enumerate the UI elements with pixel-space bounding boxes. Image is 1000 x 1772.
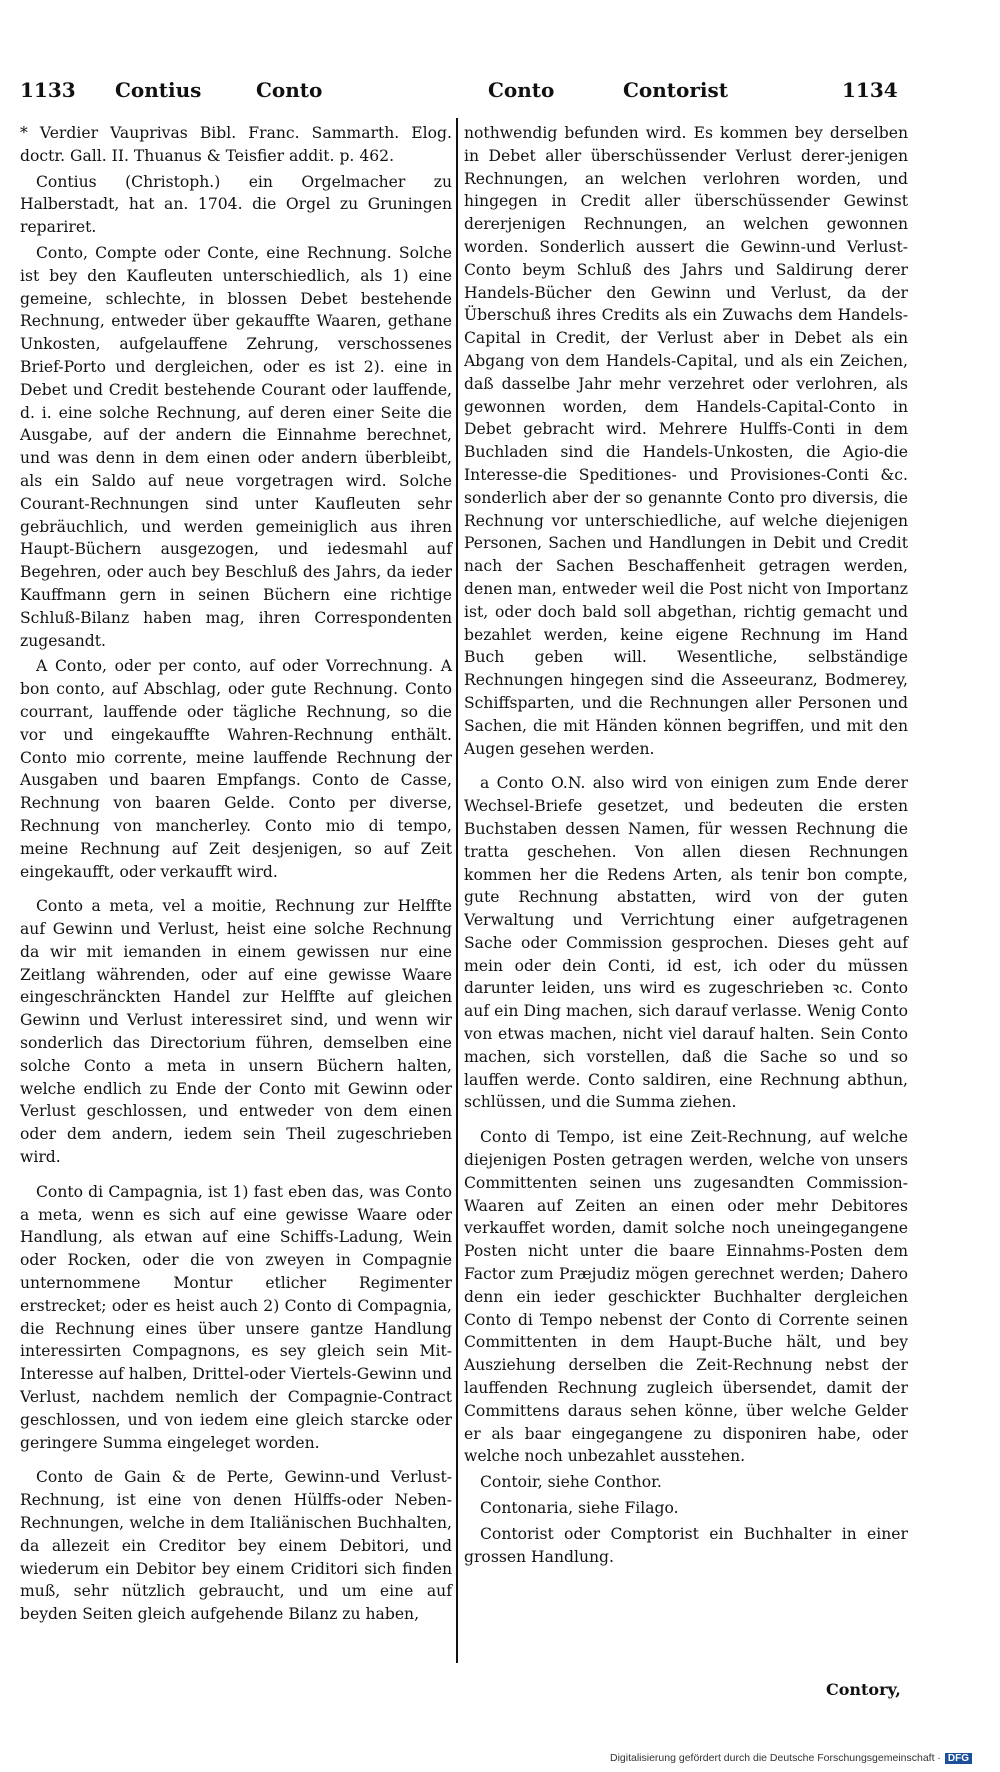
entry-conto-a-meta: Conto a meta, vel a moitie, Rechnung zur Helffte auf Gewinn und Verlust, heist eine solche Rechnung da wir mit iemanden in einem gewissen nur eine Zeitlang währenden, oder auf eine gewisse Waare eingeschränckten Handel zur Helffte auf gleichen Gewinn und Verlust interessiret sind, und wenn wir sonderlich das Directorium führen, demselben eine solche Conto a meta in unsern Büchern halten, welche endlich zu Ende der Conto mit Gewinn oder Verlust geschlossen, und entweder von dem einen oder dem andern, iedem sein Theil zugeschrieben wird. <box>20 897 452 1167</box>
running-header <box>20 78 900 112</box>
entry-a-conto: A Conto, oder per conto, auf oder Vorrechnung. A bon conto, auf Abschlag, oder gute Rechnung. Conto courrant, lauffende oder tägliche Rechnung, so die vor und eingekauffte Wahren-Rechnung enthält. Conto mio corrente, meine lauffende Rechnung der Ausgaben und baaren Empfangs. Conto de Casse, Rechnung von baaren Gelde. Conto per diverse, Rechnung von mancherley. Conto mio di tempo, meine Rechnung auf Zeit desjenigen, so auf Zeit eingekaufft, oder verkaufft wird. <box>20 657 452 881</box>
entry-conto-di-campagnia: Conto di Campagnia, ist 1) fast eben das, was Conto a meta, wenn es sich auf eine gewisse Waare oder Handlung, als etwan auf eine Schiffs-Ladung, Wein oder Rocken, oder die von zweyen in Compagnie unternommene Montur etlicher Regimenter erstrecket; oder es heist auch 2) Conto di Compagnia, die Rechnung eines über unsere gantze Handlung interessirten Compagnons, es sey gleich sein Mit-Interesse auf halben, Drittel-oder Viertels-Gewinn und Verlust, nachdem nemlich der Compagnie-Contract geschlossen, und von iedem eine gleich starcke oder geringere Summa eingeleget worden. <box>20 1182 452 1452</box>
page-number-left: 1133 <box>20 78 76 102</box>
dfg-logo: DFG <box>945 1753 972 1764</box>
left-column <box>20 122 452 1629</box>
entry-contius: Contius (Christoph.) ein Orgelmacher zu Halberstadt, hat an. 1704. die Orgel zu Gruningen repariret. <box>20 172 452 237</box>
entry-a-conto-on: a Conto O.N. also wird von einigen zum Ende derer Wechsel-Briefe gesetzet, und bedeuten die ersten Buchstaben dessen Namen, für wessen Rechnung die tratta geschehen. Von allen diesen Rechnungen kommen her die Redens Arten, als tenir bon compte, gute Rechnung abstatten, wird von der guten Verwaltung und Verrichtung einer aufgetragenen Sache oder Commission gesprochen. Dieses geht auf mein oder dein Conti, id est, ich oder du müssen darunter leiden, uns wird es zugeschrieben ꝛc. Conto auf ein Ding machen, sich darauf verlasse. Wenig Conto von etwas machen, nicht viel darauf halten. Sein Conto machen, sich vorstellen, daß die Sache so und so lauffen werde. Conto saldiren, eine Rechnung abthun, schlüssen, und die Summa ziehen. <box>464 774 908 1112</box>
entry-continuation: nothwendig befunden wird. Es kommen bey derselben in Debet aller überschüssender Verlust derer-jenigen Rechnungen, an welchen verlohren worden, und hingegen in Credit aller überschüssender Gewinst dererjenigen Rechnungen, an welchen gewonnen worden. Sonderlich aussert die Gewinn-und Verlust-Conto beym Schluß des Jahrs und Saldirung derer Handels-Bücher den Gewinn und Verlust, da der Überschuß ihres Credits als ein Zuwachs dem Handels-Capital in Credit, der Verlust aber in Debet als ein Abgang von dem Handels-Capital, und als ein Zeichen, daß dasselbe Jahr mehr verzehret oder verlohren, als gewonnen worden, dem Handels-Capital-Conto in Debet gebracht wird. Mehrere Hulffs-Conti in dem Buchladen sind die Handels-Unkosten, die Agio-die Interesse-die Speditiones- und Provisiones-Conti &c. sonderlich aber der so genannte Conto pro diversis, die Rechnung vor unterschiedliche, auf welche diejenigen Personen, Sachen und Handlungen in Debit und Credit nach der Sachen Beschaffenheit getragen werden, denen man, entweder weil die Post nicht von Importanz ist, oder doch bald soll abgethan, richtig gemacht und bezahlet werden, keine eigene Rechnung im Hand Buch geben will. Wesentliche, selbständige Rechnungen hingegen sind die Asseeuranz, Bodmerey, Schiffsparten, und die Rechnungen aller Personen und Sachen, die mit Händen können begriffen, und mit den Augen gesehen werden. <box>464 124 908 758</box>
entry-contonaria: Contonaria, siehe Filago. <box>480 1499 679 1518</box>
header-left-word-2: Conto <box>256 78 323 102</box>
header-right-word-2: Contorist <box>623 78 729 102</box>
entry-conto-de-gain: Conto de Gain & de Perte, Gewinn-und Verlust-Rechnung, ist eine von denen Hülffs-oder Neben-Rechnungen, welche in dem Italiänischen Buchhalten, da allezeit ein Creditor bey einem Debitori, und wiederum ein Debitor bey einem Criditori sich finden muß, sehr nützlich gebraucht, und um eine auf beyden Seiten gleich aufgehende Bilanz zu haben, <box>20 1468 452 1624</box>
header-left-word-1: Contius <box>115 78 202 102</box>
entry-contorist: Contorist oder Comptorist ein Buchhalter in einer grossen Handlung. <box>464 1524 908 1566</box>
column-divider <box>456 118 458 1663</box>
entry-conto: Conto, Compte oder Conte, eine Rechnung. Solche ist bey den Kaufleuten unterschiedlich, als 1) eine gemeine, schlechte, in blossen Debet bestehende Rechnung, entweder über gekauffte Waaren, gethane Unkosten, aufgelauffene Zehrung, verschossenes Brief-Porto und dergleichen, oder es ist 2). eine in Debet und Credit bestehende Courant oder lauffende, d. i. eine solche Rechnung, auf deren einer Seite die Ausgabe, auf der andern die Einnahme berechnet, und was denn in dem einen oder andern überbleibt, als ein Saldo auf neue vorgetragen wird. Solche Courant-Rechnungen sind unter Kaufleuten sehr gebräuchlich, und werden gemeiniglich aus ihren Haupt-Büchern ausgezogen, und iedesmahl auf Begehren, oder auch bey Beschluß des Jahrs, da ieder Kauffmann gern in seinen Büchern eine richtige Schluß-Bilanz haben mag, ihren Correspondenten zugesandt. <box>20 243 452 650</box>
entry-conto-di-tempo: Conto di Tempo, ist eine Zeit-Rechnung, auf welche diejenigen Posten getragen werden, welche von unsers Committenten seinen uns zugesandten Commission-Waaren auf Zeiten an einen oder mehr Debitores verkauffet worden, damit solche noch uneingegangene Posten nicht unter die baare Einnahms-Posten dem Factor zum Præjudiz mögen gerechnet werden; Dahero denn ein ieder geschickter Buchhalter dergleichen Conto di Tempo nebenst der Conto di Corrente seinen Committenten in dem Haupt-Buche hält, und bey Ausziehung derselben die Zeit-Rechnung nebst der lauffenden Rechnung zugleich übersendet, damit der Committens daraus sehen könne, über welche Gelder er als baar eingegangene zu disponiren habe, oder welche noch unbezahlet ausstehen. <box>464 1128 908 1466</box>
right-column <box>464 122 908 1571</box>
footer-text: Digitalisierung gefördert durch die Deutsche Forschungsgemeinschaft · <box>610 1752 941 1764</box>
entry-contoir: Contoir, siehe Conthor. <box>480 1473 662 1492</box>
page-number-right: 1134 <box>842 78 898 102</box>
footnote-paragraph: * Verdier Vauprivas Bibl. Franc. Sammarth. Elog. doctr. Gall. II. Thuanus & Teisfier addit. p. 462. <box>20 124 452 165</box>
digitization-footer <box>610 1752 998 1770</box>
header-right-word-1: Conto <box>488 78 555 102</box>
catchword: Contory, <box>826 1680 901 1699</box>
